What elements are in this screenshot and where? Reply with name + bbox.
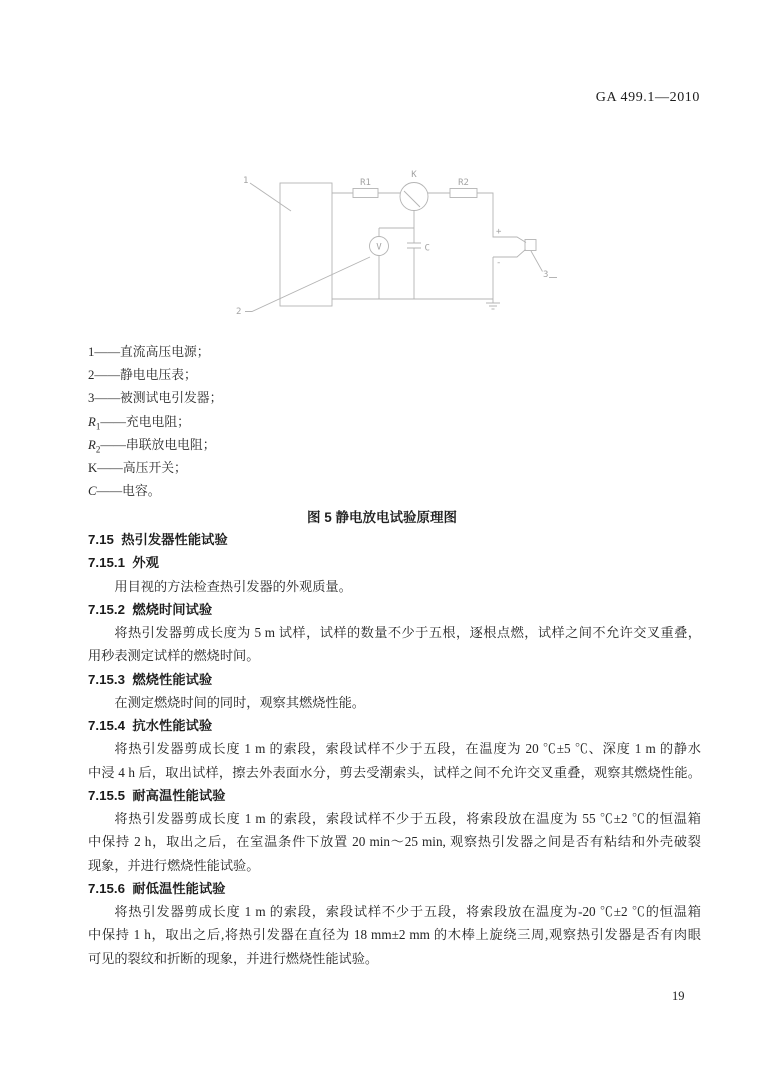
legend-desc: ——充电电阻；: [100, 414, 190, 429]
section-heading-7-15-2: 7.15.2 燃烧时间试验: [88, 601, 213, 617]
paragraph-line: 将热引发器剪成长度 1 m 的索段，索段试样不少于五段，将索段放在温度为-20 ℃±2 ℃的恒温箱: [114, 904, 701, 919]
legend-item: $R_2——$串联放电电阻；: [88, 437, 216, 455]
label-plus: +: [496, 227, 502, 237]
resistor-r1-box: [353, 189, 378, 198]
legend-item: [88, 387, 222, 410]
section-heading-7-15-1: 7.15.1 外观: [88, 555, 159, 571]
figure5-circuit-diagram: [232, 162, 568, 320]
label-3: 3: [543, 270, 549, 280]
section-heading-7-15-5: 7.15.5 耐高温性能试验: [88, 787, 226, 803]
legend-item: [88, 457, 222, 480]
legend-symbol: R: [88, 414, 96, 429]
label-minus: -: [496, 258, 502, 268]
paragraph-line: 用目视的方法检查热引发器的外观质量。: [114, 578, 352, 594]
voltmeter-branch-wire: [379, 228, 414, 237]
document-body: [88, 528, 701, 970]
label-k: K: [411, 170, 417, 180]
legend-symbol: R: [88, 437, 96, 452]
legend-item: [88, 480, 222, 503]
initiator-box: [525, 240, 536, 251]
section-heading-7-15-6: 7.15.6 耐低温性能试验: [88, 880, 226, 896]
paragraph-line: 将热引发器剪成长度 1 m 的索段，索段试样不少于五段，将索段放在温度为 55 ℃±2 ℃的恒温箱: [114, 811, 701, 826]
paragraph-line: 中保持 1 h，取出之后,将热引发器在直径为 18 mm±2 mm 的木棒上旋绕三周,观察热引发器是否有肉眼: [88, 927, 701, 943]
standard-number: GA 499.1—2010: [595, 90, 700, 105]
label-r2: R2: [458, 178, 469, 188]
circuit-lines: [245, 183, 557, 312]
paragraph-line: 将热引发器剪成长度为 5 m 试样，试样的数量不少于五根，逐根点燃，试样之间不允许交叉重叠，: [114, 625, 701, 640]
ground-icon: [486, 299, 500, 309]
section-heading-7-15-3: 7.15.3 燃烧性能试验: [88, 671, 213, 687]
leader-line-2: [245, 257, 370, 312]
legend-symbol: K: [88, 460, 98, 475]
legend-desc: ——高压开关；: [97, 460, 187, 475]
section-heading-7-15: 7.15 热引发器性能试验: [88, 532, 228, 547]
switch-k-blade: [404, 191, 420, 243]
figure-caption: 图 5 静电放电试验原理图: [306, 510, 457, 525]
figure-legend: [88, 341, 222, 503]
legend-desc: ——直流高压电源；: [94, 345, 210, 359]
paragraph-line: 中浸 4 h 后，取出试样，擦去外表面水分，剪去受潮索头，试样之间不允许交叉重叠，观察其燃烧性能。: [88, 764, 701, 780]
label-1: 1: [243, 176, 249, 186]
legend-symbol: 2: [88, 368, 95, 383]
legend-desc: ——被测试电引发器；: [94, 391, 223, 406]
legend-desc: ——静电电压表；: [94, 368, 197, 383]
label-c: C: [424, 243, 430, 254]
paragraph-line: 用秒表测定试样的燃烧时间。: [88, 648, 260, 664]
power-supply-box: [280, 183, 332, 306]
switch-k-circle: [400, 183, 428, 211]
leader-line-1: [250, 183, 291, 211]
legend-item: [88, 341, 222, 364]
paragraph-line: 在测定燃烧时间的同时，观察其燃烧性能。: [114, 694, 365, 710]
page-number: 19: [672, 989, 685, 1003]
paragraph-line: 现象，并进行燃烧性能试验。: [88, 857, 260, 873]
paragraph-line: 中保持 2 h，取出之后，在室温条件下放置 20 min～25 min, 观察热引发器之间是否有粘结和外壳破裂: [88, 834, 701, 850]
label-r1: R1: [360, 178, 371, 188]
diagram-labels: [236, 170, 548, 317]
resistor-r2-box: [450, 189, 477, 198]
paragraph-line: 将热引发器剪成长度 1 m 的索段，索段试样不少于五段，在温度为 20 ℃±5 ℃、深度 1 m 的静水: [114, 741, 701, 757]
legend-symbol: 3: [88, 391, 95, 406]
label-2: 2: [236, 307, 242, 317]
legend-symbol: C: [88, 484, 97, 499]
legend-item: [88, 364, 222, 387]
section-heading-7-15-4: 7.15.4 抗水性能试验: [88, 718, 213, 733]
legend-item: $R_1——$充电电阻；: [88, 414, 190, 432]
legend-desc: ——电容。: [96, 484, 161, 499]
legend-symbol: 1: [88, 345, 95, 359]
legend-desc: ——串联放电电阻；: [100, 437, 216, 452]
label-v: V: [376, 242, 382, 253]
capacitor-c: [407, 243, 421, 299]
paragraph-line: 可见的裂纹和折断的现象，并进行燃烧性能试验。: [88, 950, 379, 966]
